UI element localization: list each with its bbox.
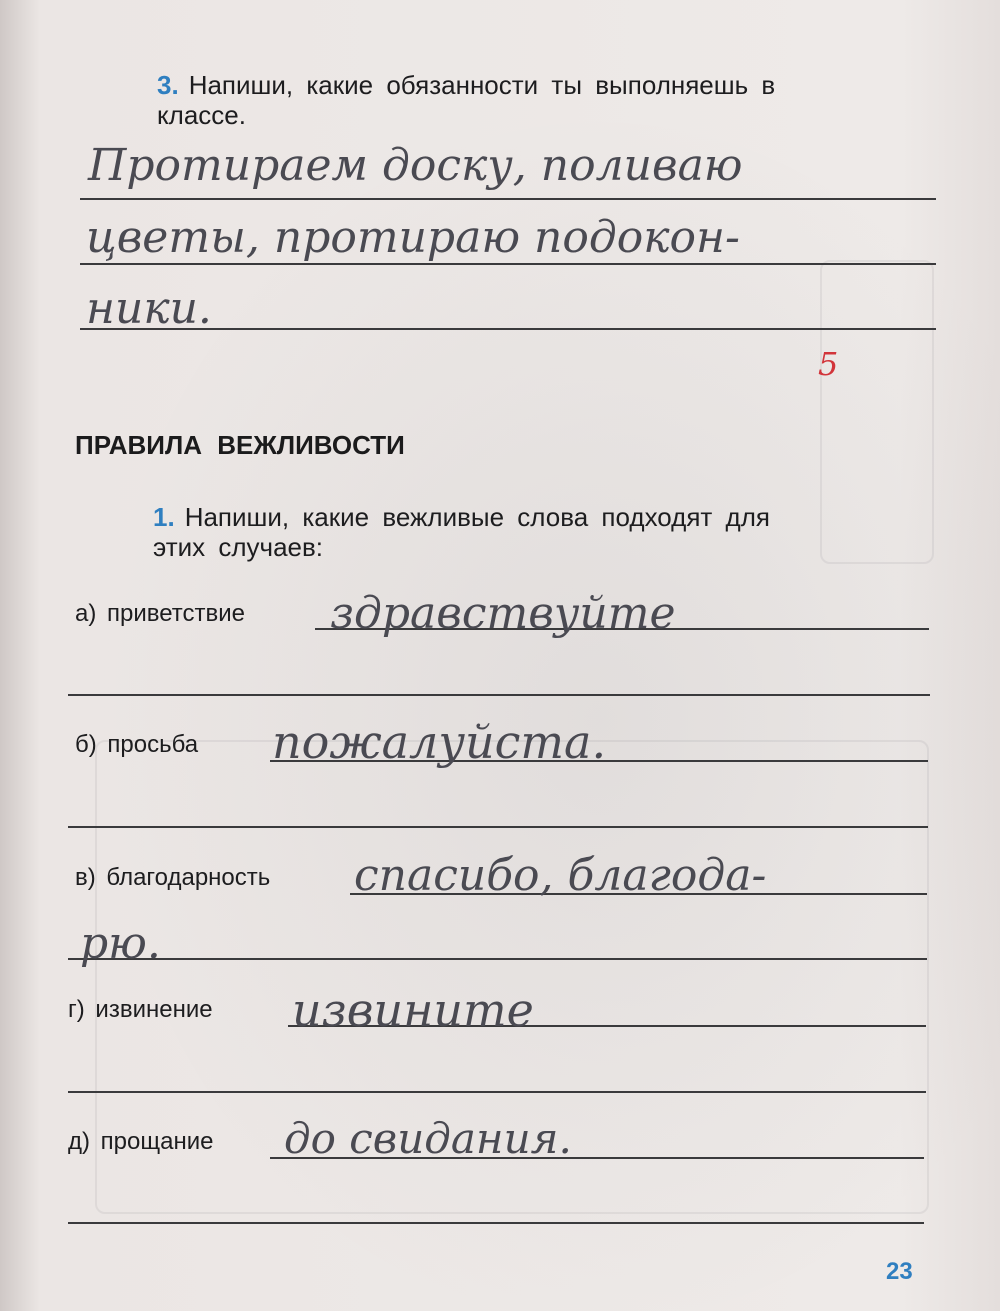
page-number: 23: [886, 1258, 913, 1285]
item-gratitude-label: в) благодарность: [75, 864, 271, 891]
task-1-prompt: [153, 502, 933, 532]
answer-line-3-1: [80, 198, 936, 200]
task-3-prompt: [157, 70, 937, 100]
item-apology-label: г) извинение: [68, 996, 213, 1023]
handwritten-answer-gratitude-cont: рю.: [80, 918, 161, 969]
section-title: ПРАВИЛА ВЕЖЛИВОСТИ: [75, 430, 405, 460]
task-1-number: 1.: [153, 502, 175, 532]
item-farewell-label: д) прощание: [68, 1128, 214, 1155]
handwritten-answer-3-line3: ники.: [86, 283, 212, 334]
handwritten-answer-greeting: здравствуйте: [330, 588, 676, 639]
answer-line-greeting-extra: [68, 694, 930, 696]
answer-line-farewell-extra: [68, 1222, 924, 1224]
handwritten-answer-3-line2: цветы, протираю подокон-: [86, 212, 740, 263]
task-3-prompt-line2: классе.: [157, 100, 246, 130]
handwritten-answer-farewell: до свидания.: [284, 1114, 572, 1163]
task-3-text-line1: Напиши, какие обязанности ты выполняешь в: [188, 70, 776, 100]
answer-line-request-extra: [68, 826, 928, 828]
answer-line-gratitude-extra: [68, 958, 927, 960]
task-3-number: 3.: [157, 70, 179, 100]
handwritten-answer-request: пожалуйста.: [272, 715, 607, 769]
item-greeting-label: а) приветствие: [75, 600, 246, 627]
item-request-label: б) просьба: [75, 731, 199, 758]
handwritten-answer-gratitude: спасибо, благода-: [354, 850, 767, 901]
answer-line-3-2: [80, 263, 936, 265]
answer-line-apology-extra: [68, 1091, 926, 1093]
task-1-text-line1: Напиши, какие вежливые слова подходят для: [184, 502, 770, 532]
teacher-grade-mark: 5: [818, 345, 839, 383]
handwritten-answer-apology: извините: [292, 983, 534, 1037]
task-1-prompt-line2: этих случаев:: [153, 532, 324, 562]
handwritten-answer-3-line1: Протираем доску, поливаю: [88, 140, 743, 191]
